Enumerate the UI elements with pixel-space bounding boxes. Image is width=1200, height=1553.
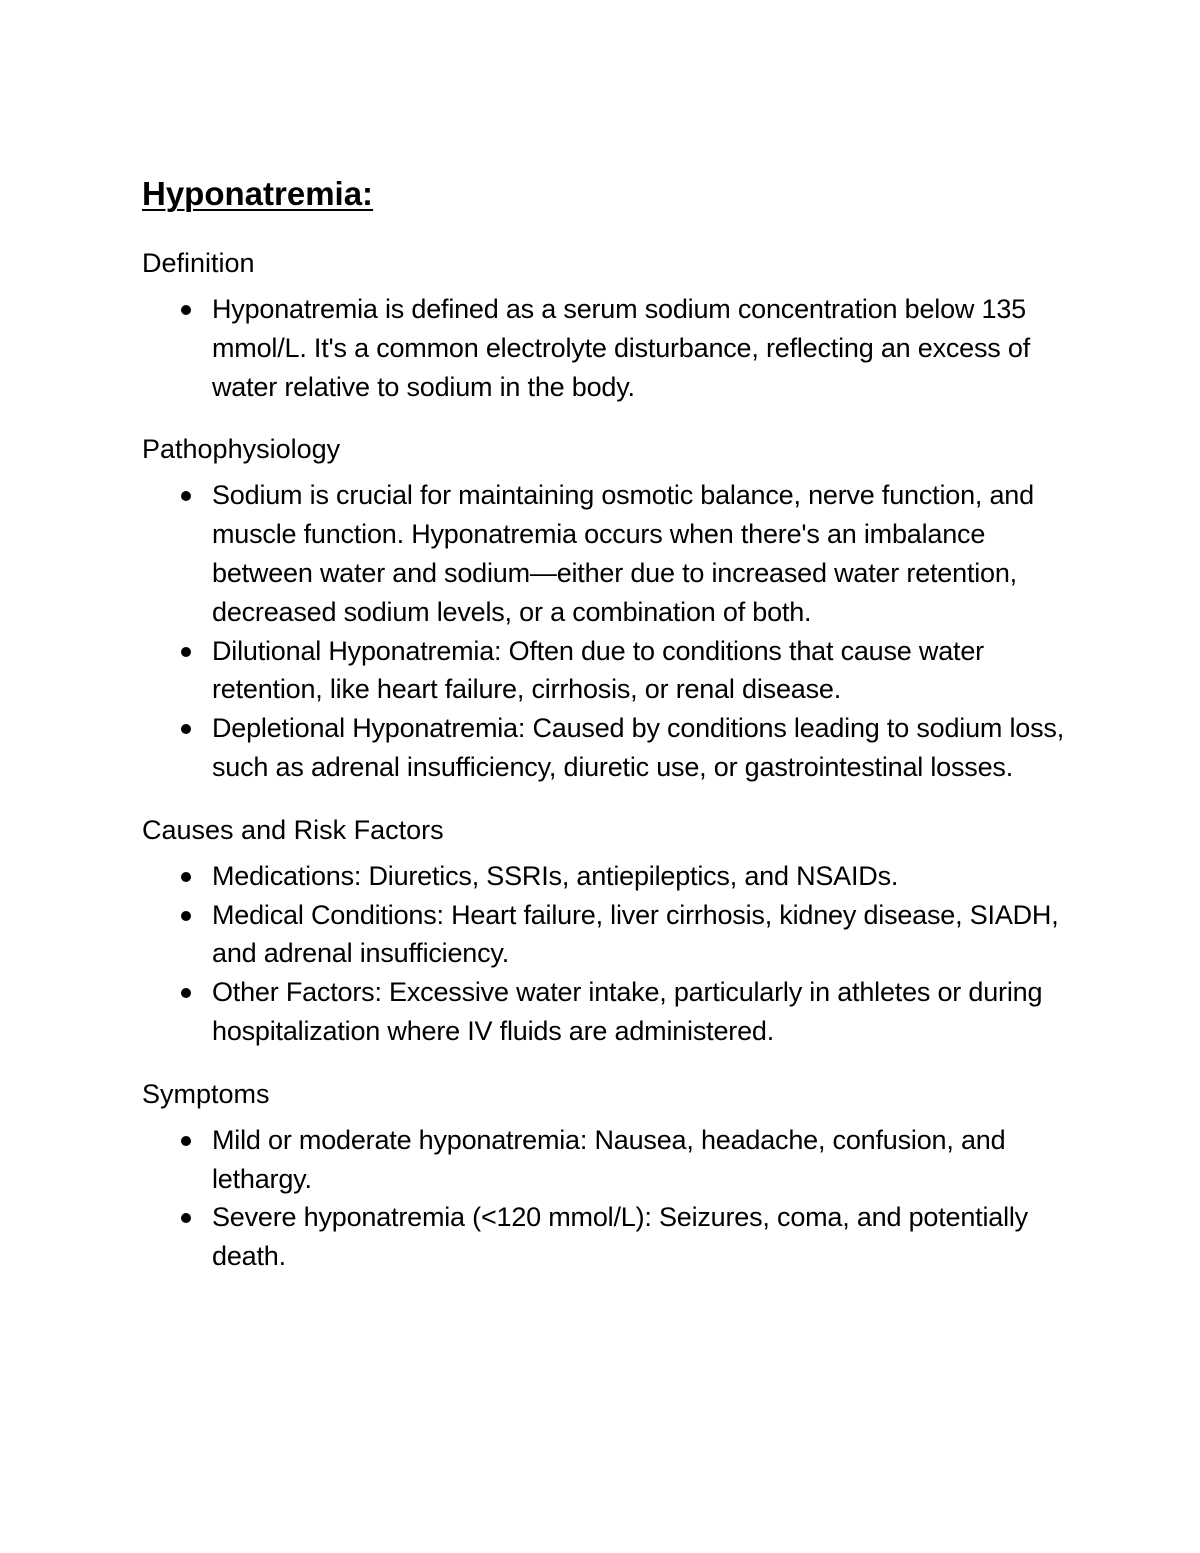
- document-content: [142, 172, 1082, 1276]
- list-item-text: Depletional Hyponatremia: Caused by conditions leading to sodium loss, such as adrenal insufficiency, diuretic use, or gastrointestinal losses.: [212, 713, 1064, 782]
- bullet-icon: [181, 911, 191, 921]
- list-item: [142, 709, 1082, 787]
- pathophysiology-list: [142, 476, 1082, 786]
- list-item: [142, 1198, 1082, 1276]
- bullet-icon: [181, 305, 191, 315]
- definition-list: [142, 290, 1082, 406]
- list-item: [142, 476, 1082, 631]
- bullet-icon: [181, 988, 191, 998]
- bullet-icon: [181, 491, 191, 501]
- bullet-icon: [181, 647, 191, 657]
- list-item: [142, 973, 1082, 1051]
- section-heading-symptoms: Symptoms: [142, 1078, 270, 1109]
- list-item-text: Other Factors: Excessive water intake, particularly in athletes or during hospitalization where IV fluids are administered.: [212, 977, 1043, 1046]
- causes-list: [142, 857, 1082, 1051]
- section-heading-pathophysiology: Pathophysiology: [142, 434, 341, 465]
- list-item-text: Hyponatremia is defined as a serum sodium concentration below 135 mmol/L. It's a common electrolyte disturbance, reflecting an excess of water relative to sodium in the body.: [212, 294, 1031, 402]
- bullet-icon: [181, 1213, 191, 1223]
- bullet-icon: [181, 1136, 191, 1146]
- list-item-text: Dilutional Hyponatremia: Often due to conditions that cause water retention, like heart failure, cirrhosis, or renal disease.: [212, 635, 984, 705]
- list-item: [142, 632, 1082, 710]
- bullet-icon: [181, 872, 191, 882]
- symptoms-list: [142, 1121, 1082, 1276]
- list-item-text: Sodium is crucial for maintaining osmotic balance, nerve function, and muscle function. Hyponatremia occurs when there's an imbalance between water and sodium—either due to increased water retention, decreased sodium levels, or a combination of both.: [212, 480, 1034, 627]
- list-item: [142, 857, 1082, 896]
- document-title: Hyponatremia:: [142, 175, 374, 212]
- bullet-icon: [181, 724, 191, 734]
- list-item: [142, 290, 1082, 406]
- list-item: [142, 896, 1082, 974]
- list-item-text: Medications: Diuretics, SSRIs, antiepileptics, and NSAIDs.: [212, 860, 899, 891]
- section-heading-causes-and-risk-factors: Causes and Risk Factors: [142, 814, 444, 845]
- section-heading-definition: Definition: [142, 248, 255, 278]
- list-item-text: Severe hyponatremia (<120 mmol/L): Seizures, coma, and potentially death.: [212, 1202, 1028, 1272]
- list-item: [142, 1121, 1082, 1199]
- list-item-text: Mild or moderate hyponatremia: Nausea, headache, confusion, and lethargy.: [212, 1124, 1006, 1194]
- list-item-text: Medical Conditions: Heart failure, liver cirrhosis, kidney disease, SIADH, and adrenal insufficiency.: [212, 899, 1059, 969]
